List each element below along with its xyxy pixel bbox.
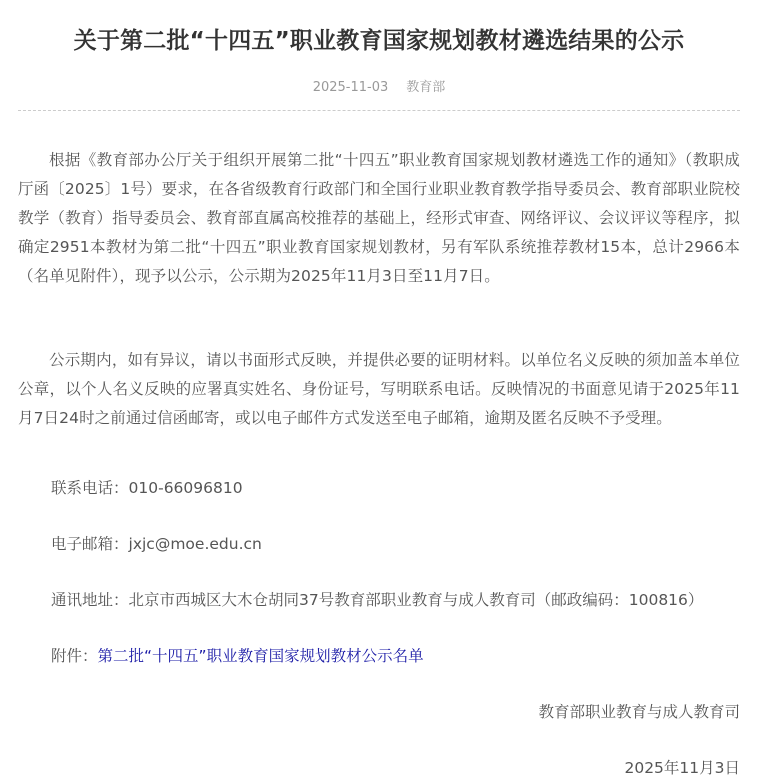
body-paragraph-2: 公示期内，如有异议，请以书面形式反映，并提供必要的证明材料。以单位名义反映的须加盖本单位公章，以个人名义反映的应署真实姓名、身份证号，写明联系电话。反映情况的书面意见请于2025年11月7日24时之前通过信函邮寄，或以电子邮件方式发送至电子邮箱，逾期及匿名反映不予受理。 xyxy=(18,351,740,427)
title-divider xyxy=(18,110,740,111)
publish-date: 2025-11-03 xyxy=(312,80,389,95)
contact-address-value: 北京市西城区大木仓胡同37号教育部职业教育与成人教育司（邮政编码：100816） xyxy=(128,591,704,609)
signature-date: 2025年11月3日 xyxy=(624,759,740,777)
contact-email xyxy=(18,530,740,559)
contact-address-label: 通讯地址： xyxy=(51,591,129,609)
signature-organization: 教育部职业教育与成人教育司 xyxy=(538,703,740,721)
attachment-link[interactable]: 第二批“十四五”职业教育国家规划教材公示名单 xyxy=(97,647,424,665)
page-title: 关于第二批“十四五”职业教育国家规划教材遴选结果的公示 xyxy=(73,28,685,54)
contact-phone-value: 010-66096810 xyxy=(128,479,243,497)
contact-address xyxy=(18,586,740,615)
contact-phone-label: 联系电话： xyxy=(51,479,129,497)
attachment-line xyxy=(18,642,740,671)
contact-email-value: jxjc@moe.edu.cn xyxy=(128,535,262,553)
attachment-label: 附件： xyxy=(51,647,98,665)
contact-phone xyxy=(18,474,740,503)
publish-source: 教育部 xyxy=(406,80,446,95)
contact-email-label: 电子邮箱： xyxy=(51,535,129,553)
article-meta xyxy=(18,78,740,98)
body-paragraph-1: 根据《教育部办公厅关于组织开展第二批“十四五”职业教育国家规划教材遴选工作的通知》（教职成厅函〔2025〕1号）要求，在各省级教育行政部门和全国行业职业教育教学指导委员会、教育部职业院校教学（教育）指导委员会、教育部直属高校推荐的基础上，经形式审查、网络评议、会议评议等程序，拟确定2951本教材为第二批“十四五”职业教育国家规划教材，另有军队系统推荐教材15本，总计2966本（名单见附件），现予以公示，公示期为2025年11月3日至11月7日。 xyxy=(18,151,740,285)
